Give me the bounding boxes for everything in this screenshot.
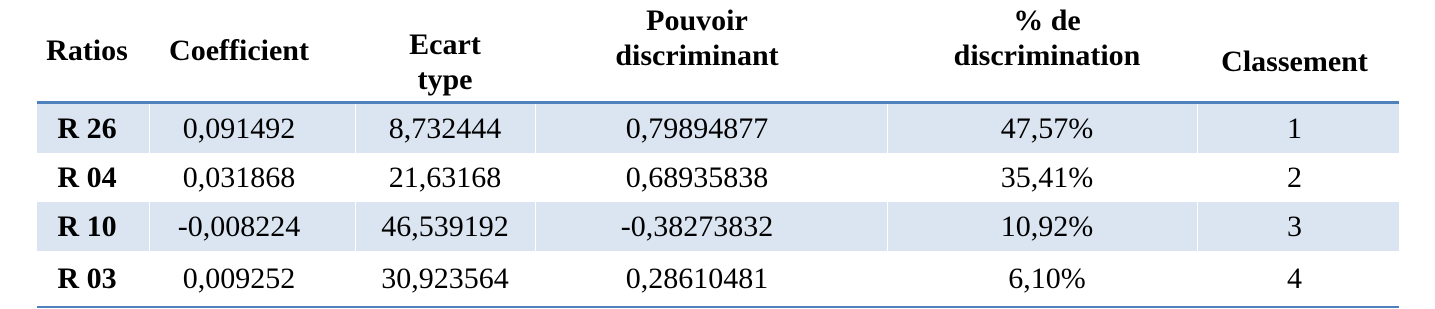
cell-pct: 47,57% [1000,111,1094,145]
cell-ecart-type: 21,63168 [388,160,502,194]
header-pct-discrimination [897,0,1197,101]
header-pouvoir-line2: discriminant [615,39,779,72]
cell-coefficient: 0,091492 [182,111,296,145]
cell-classement: 1 [1287,111,1302,145]
column-separator [887,202,888,251]
table-row [37,202,1399,251]
ratios-table [37,0,1399,308]
cell-classement: 3 [1287,209,1302,243]
header-ratios-label: Ratios [46,34,128,67]
cell-pouvoir: 0,68935838 [625,160,769,194]
header-pct-line2: discrimination [953,39,1141,72]
table-row [37,104,1399,153]
cell-pouvoir: -0,38273832 [620,209,774,243]
column-separator [535,202,536,251]
cell-ecart-type: 8,732444 [388,111,502,145]
cell-pouvoir: 0,79894877 [625,111,769,145]
cell-ratio: R 04 [57,160,117,194]
table-row [37,251,1399,308]
cell-ratio: R 26 [57,111,117,145]
header-coefficient [149,0,329,101]
header-classement [1197,0,1392,101]
cell-ratio: R 03 [57,261,117,295]
header-pct-line1: % de [1013,4,1081,37]
cell-ecart-type: 30,923564 [381,261,509,295]
header-ecart-type-line1: Ecart [409,27,481,61]
header-pouvoir-discriminant [547,0,847,101]
column-separator [535,104,536,153]
cell-ecart-type: 46,539192 [381,209,509,243]
header-ratios [37,0,137,101]
cell-classement: 4 [1287,261,1302,295]
column-separator [887,104,888,153]
cell-pct: 6,10% [1008,261,1086,295]
cell-pct: 10,92% [1000,209,1094,243]
cell-coefficient: -0,008224 [177,209,301,243]
header-coefficient-label: Coefficient [169,34,309,67]
cell-pouvoir: 0,28610481 [625,261,769,295]
header-classement-label: Classement [1221,45,1368,78]
cell-classement: 2 [1287,160,1302,194]
table-row [37,153,1399,202]
cell-coefficient: 0,009252 [182,261,296,295]
header-ecart-type-line2: type [417,62,473,96]
cell-pct: 35,41% [1000,160,1094,194]
header-ecart-type [355,0,535,101]
table-header [37,0,1399,104]
cell-coefficient: 0,031868 [182,160,296,194]
cell-ratio: R 10 [57,209,117,243]
header-pouvoir-line1: Pouvoir [646,4,748,37]
